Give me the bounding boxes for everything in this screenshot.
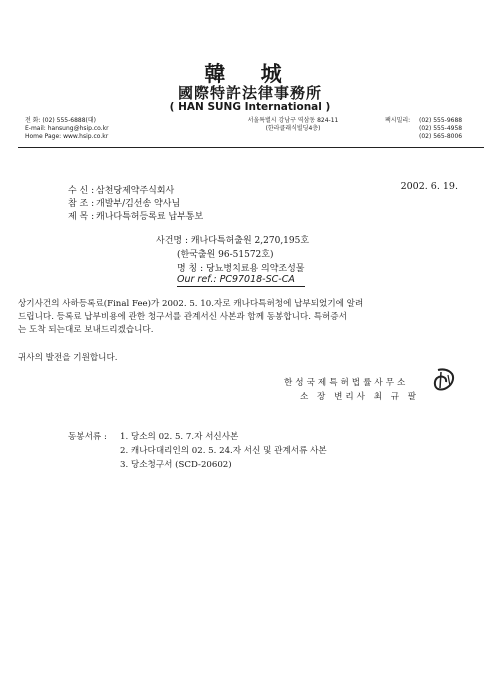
fax-label: 팩시밀리: <box>385 117 411 124</box>
subject-value: 캐나다특허등록료 납부통보 <box>96 212 204 222</box>
fax-number-3: (02) 565-8006 <box>419 133 463 140</box>
our-reference: Our ref.: PC97018-SC-CA <box>177 274 295 285</box>
subject-label: 제 목 : <box>68 212 95 222</box>
fax-block <box>385 117 462 141</box>
closing-line: 귀사의 발전을 기원합니다. <box>18 353 118 363</box>
enclosure-label: 동봉서류 : <box>68 432 107 442</box>
homepage-line: Home Page: www.hsip.co.kr <box>25 133 109 140</box>
firm-name-korean: 韓 城 <box>204 61 296 86</box>
contact-block <box>25 117 109 141</box>
attention-value: 개발부/김선송 약사님 <box>96 199 181 209</box>
attention-label: 참 조 : <box>68 199 95 209</box>
phone-line: 전 화: (02) 555-6888(대) <box>25 117 97 124</box>
enclosure-item-1: 1. 당소의 02. 5. 7.자 서신사본 <box>120 432 239 442</box>
subject-field <box>68 209 203 222</box>
address-line-2: (한라클래식빌딩4층) <box>265 125 321 132</box>
header-divider <box>18 147 484 148</box>
letter-date: 2002. 6. 19. <box>400 181 458 192</box>
attention-field <box>68 196 180 209</box>
firm-name-english: ( HAN SUNG International ) <box>169 101 331 113</box>
body-line-2: 드립니다. 등록료 납부비용에 관한 청구서를 관계서신 사본과 함께 동봉합니다. 특허증서 <box>18 312 347 322</box>
case-number: 사건명 : 캐나다특허출원 2,270,195호 <box>156 236 310 246</box>
address-block <box>228 117 358 133</box>
recipient-field <box>68 183 174 196</box>
address-line-1: 서울특별시 강남구 역삼동 824-11 <box>247 117 339 124</box>
body-line-1: 상기사건의 사하등록료(Final Fee)가 2002. 5. 10.자로 캐나다특허청에 납부되었기에 알려 <box>18 299 364 309</box>
seal-stamp-icon <box>432 366 458 394</box>
case-title: 명 칭 : 당뇨병치료용 의약조성물 <box>177 264 305 274</box>
fax-number-1: (02) 555-9688 <box>419 117 463 124</box>
recipient-value: 삼천당제약주식회사 <box>96 186 175 196</box>
enclosure-item-3: 3. 당소청구서 (SCD-20602) <box>120 460 232 470</box>
email-line: E-mail: hansung@hsip.co.kr <box>25 125 109 132</box>
recipient-label: 수 신 : <box>68 186 95 196</box>
firm-name-chinese: 國際特許法律事務所 <box>177 84 322 102</box>
enclosure-item-2: 2. 캐나다대리인의 02. 5. 24.자 서신 및 관계서류 사본 <box>120 446 327 456</box>
signer-firm: 한성국제특허법률사무소 <box>284 378 409 388</box>
fax-number-2: (02) 555-4958 <box>419 125 463 132</box>
body-line-3: 는 도착 되는대로 보내드리겠습니다. <box>18 325 154 335</box>
our-reference-underline <box>177 286 305 287</box>
signer-person: 소 장 변리사 최 규 팔 <box>300 392 420 402</box>
korean-application: (한국출원 96-51572호) <box>177 250 274 260</box>
